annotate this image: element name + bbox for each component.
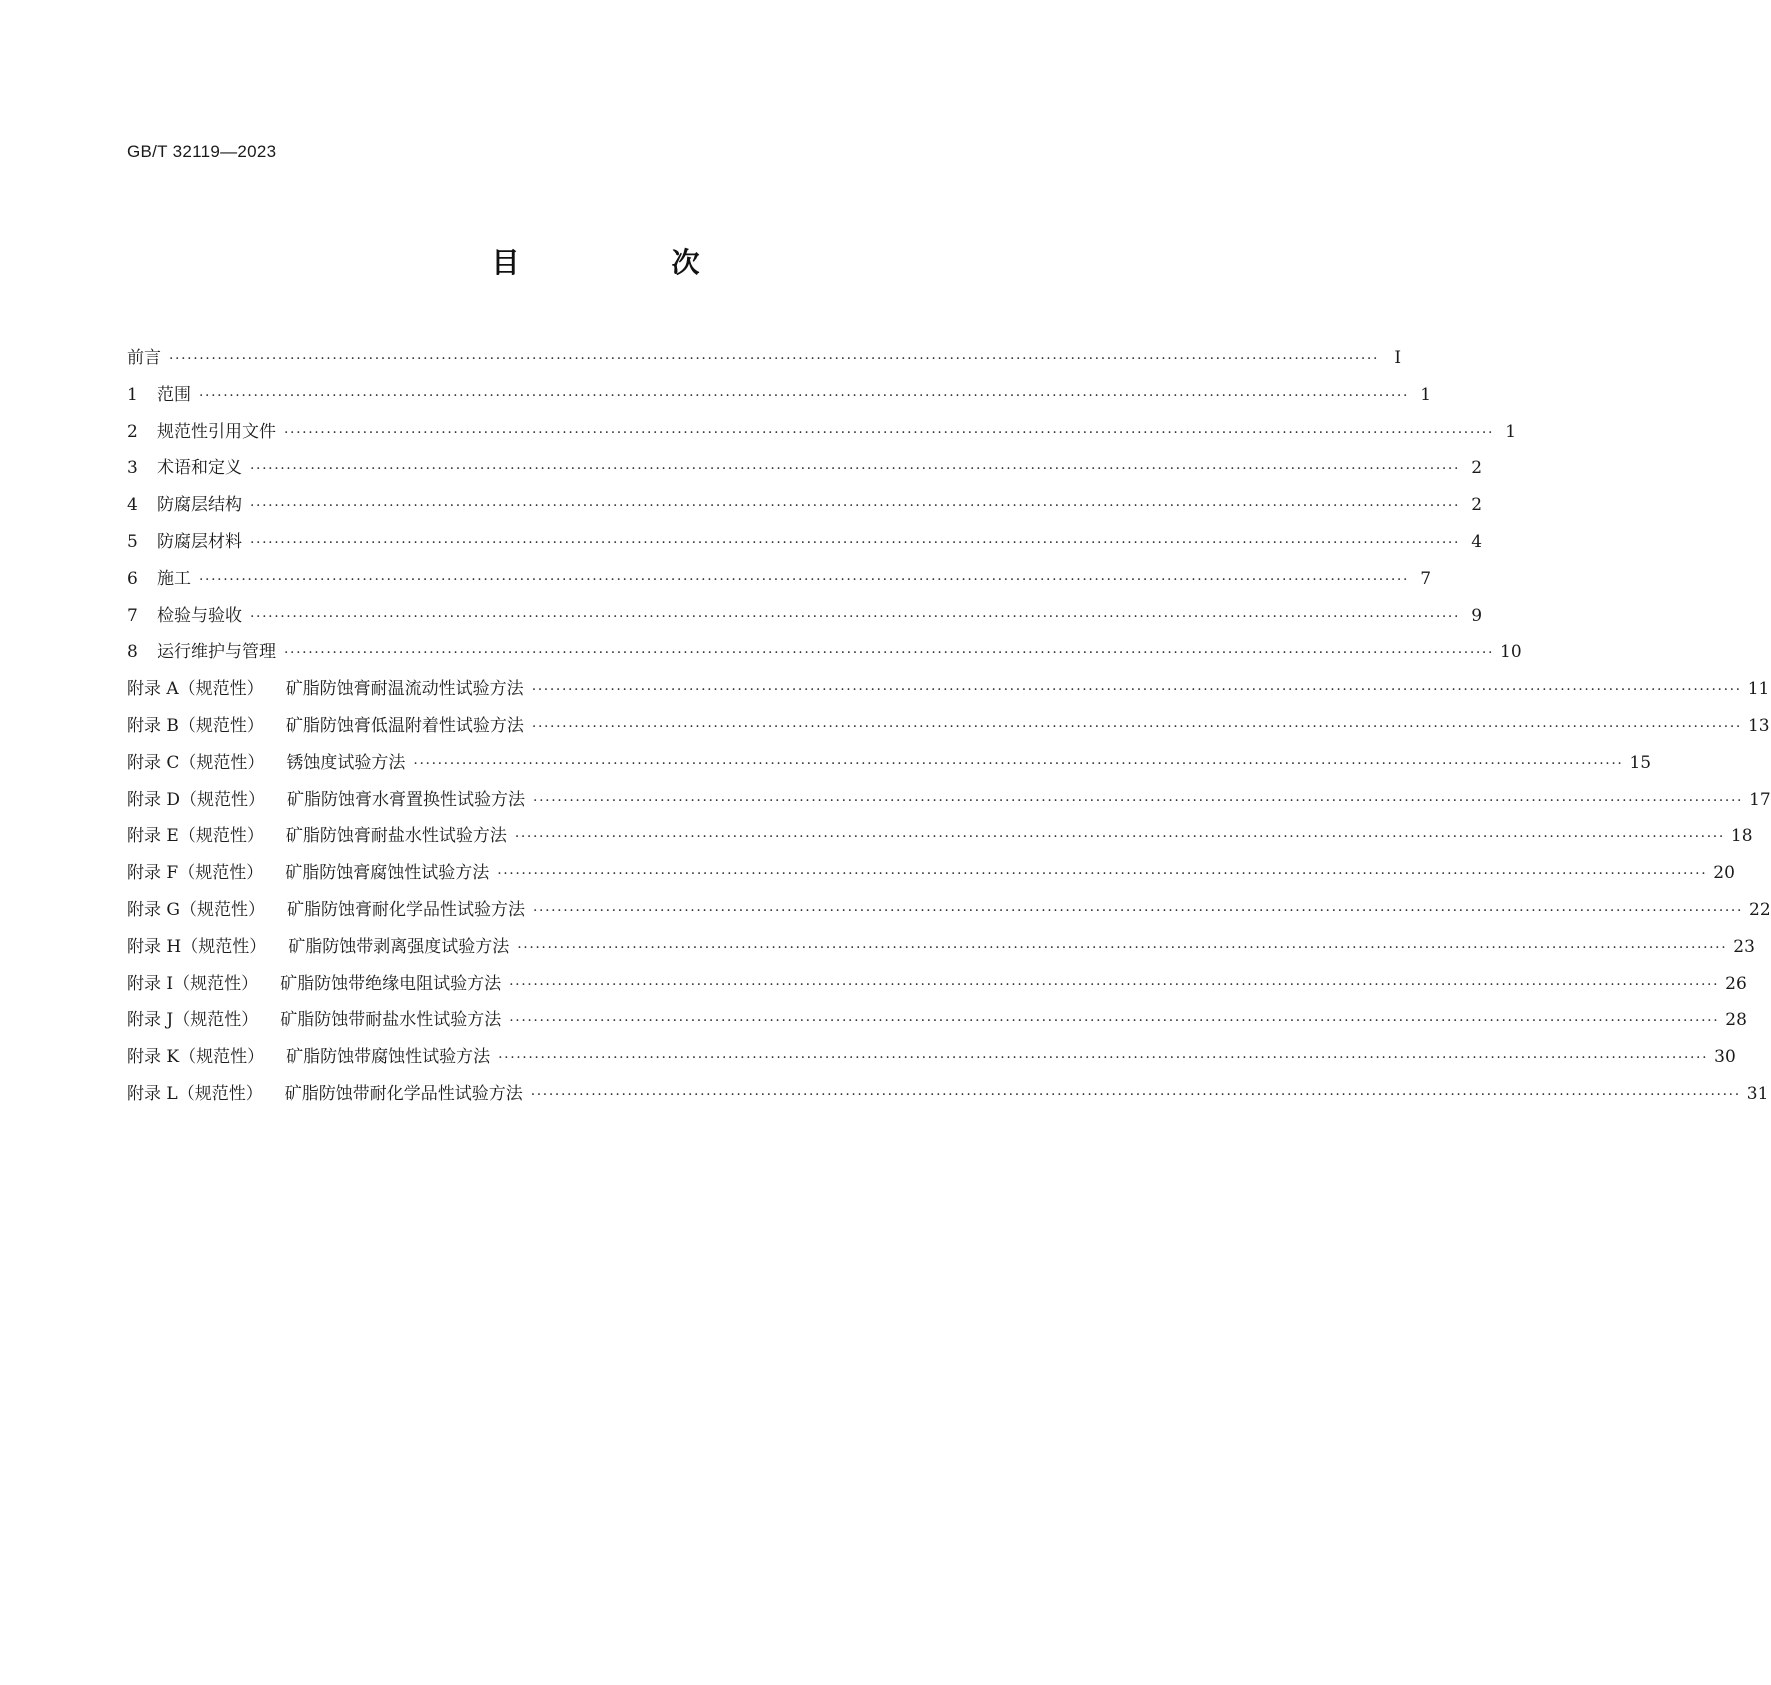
toc-appendix-number: 附录 D（规范性）: [127, 789, 266, 810]
toc-entry-1[interactable]: [127, 377, 1432, 414]
toc-entry-label: 矿脂防蚀带剥离强度试验方法: [288, 936, 510, 957]
toc-entry-appendix-g[interactable]: [127, 892, 1771, 929]
page-title: 目 次: [491, 246, 762, 279]
toc-leader-dots: ········································································································································································································: [284, 424, 1495, 441]
toc-entry-label: 矿脂防蚀带耐盐水性试验方法: [280, 1010, 502, 1031]
toc-leader-dots: ········································································································································································································: [497, 866, 1708, 883]
toc-page-number: Ⅰ: [1394, 348, 1402, 368]
toc-page-number: 26: [1725, 973, 1747, 994]
toc-entry-label: 矿脂防蚀膏耐温流动性试验方法: [285, 679, 524, 700]
toc-appendix-number: 附录 I（规范性）: [127, 973, 259, 994]
toc-appendix-number: 附录 E（规范性）: [127, 826, 264, 847]
toc-entry-appendix-a[interactable]: [127, 671, 1770, 708]
toc-leader-dots: ········································································································································································································: [284, 645, 1495, 662]
toc-entry-label: 矿脂防蚀膏低温附着性试验方法: [285, 715, 524, 736]
toc-entry-6[interactable]: [127, 561, 1432, 598]
toc-entry-label: 矿脂防蚀带绝缘电阻试验方法: [280, 973, 502, 994]
toc-leader-dots: ········································································································································································································: [250, 461, 1461, 478]
toc-leader-dots: ········································································································································································································: [250, 534, 1461, 551]
toc-entry-3[interactable]: [127, 450, 1483, 487]
toc-appendix-number: 附录 C（规范性）: [127, 752, 265, 773]
toc-leader-dots: ········································································································································································································: [530, 1086, 1741, 1103]
toc-leader-dots: ········································································································································································································: [509, 1013, 1720, 1030]
toc-entry-label: 运行维护与管理: [157, 642, 276, 663]
toc-entry-appendix-f[interactable]: [127, 855, 1735, 892]
toc-entry-label: 检验与验收: [157, 605, 242, 626]
toc-appendix-number: 附录 L（规范性）: [127, 1083, 263, 1104]
toc-entry-number: 5: [127, 531, 138, 552]
toc-appendix-number: 附录 F（规范性）: [127, 863, 264, 884]
toc-entry-appendix-c[interactable]: [127, 745, 1652, 782]
toc-entry-label: 矿脂防蚀膏耐盐水性试验方法: [285, 826, 507, 847]
toc-entry-appendix-d[interactable]: [127, 782, 1771, 819]
toc-entry-5[interactable]: [127, 524, 1483, 561]
toc-page-number: 2: [1471, 495, 1483, 516]
toc-page-number: 15: [1629, 752, 1652, 773]
toc-entry-label: 范围: [157, 384, 191, 405]
toc-entry-label: 锈蚀度试验方法: [286, 752, 406, 773]
toc-appendix-number: 附录 G（规范性）: [127, 899, 265, 920]
toc-leader-dots: ········································································································································································································: [531, 682, 1742, 699]
toc-page-number: 23: [1733, 936, 1755, 957]
toc-leader-dots: ········································································································································································································: [517, 939, 1728, 956]
standard-code: GB/T 32119—2023: [127, 142, 277, 161]
toc-page-number: 9: [1471, 605, 1483, 626]
toc-entry-2[interactable]: [127, 414, 1517, 451]
toc-entry-number: 8: [127, 642, 138, 663]
toc-appendix-number: 附录 B（规范性）: [127, 715, 264, 736]
toc-leader-dots: ········································································································································································································: [498, 1050, 1709, 1067]
toc-page-number: 11: [1747, 679, 1770, 700]
toc-leader-dots: ········································································································································································································: [199, 571, 1410, 588]
toc-entry-label: 术语和定义: [157, 458, 242, 479]
toc-page-number: 7: [1420, 568, 1432, 589]
toc-page-number: 10: [1500, 642, 1522, 663]
toc-appendix-number: 附录 K（规范性）: [127, 1047, 265, 1068]
toc-entry-label: 矿脂防蚀膏腐蚀性试验方法: [285, 863, 490, 884]
toc-entry-foreword[interactable]: [127, 340, 1402, 377]
toc-leader-dots: ········································································································································································································: [250, 498, 1461, 515]
toc-leader-dots: ········································································································································································································: [250, 608, 1461, 625]
toc-leader-dots: ········································································································································································································: [169, 351, 1380, 367]
toc-page-number: 13: [1747, 715, 1770, 736]
toc-entry-number: 4: [127, 495, 138, 516]
toc-entry-appendix-k[interactable]: [127, 1039, 1736, 1076]
toc-leader-dots: ········································································································································································································: [413, 755, 1624, 772]
toc-page-number: 20: [1713, 863, 1735, 884]
toc-entry-appendix-e[interactable]: [127, 818, 1753, 855]
toc-entry-4[interactable]: [127, 487, 1483, 524]
toc-appendix-number: 附录 A（规范性）: [127, 679, 264, 700]
toc-entry-appendix-h[interactable]: [127, 929, 1755, 966]
toc-entry-appendix-i[interactable]: [127, 966, 1747, 1003]
toc-entry-number: 3: [127, 458, 138, 479]
toc-page-number: 31: [1746, 1083, 1769, 1104]
toc-entry-7[interactable]: [127, 598, 1483, 635]
toc-entry-number: 7: [127, 605, 138, 626]
table-of-contents: [127, 340, 1771, 1113]
toc-entry-number: 2: [127, 421, 138, 442]
toc-entry-label: 矿脂防蚀膏耐化学品性试验方法: [286, 899, 525, 920]
toc-entry-appendix-j[interactable]: [127, 1002, 1747, 1039]
toc-entry-label: 前言: [127, 348, 161, 368]
toc-page-number: 18: [1730, 826, 1753, 847]
toc-leader-dots: ········································································································································································································: [199, 387, 1410, 404]
toc-entry-label: 矿脂防蚀带耐化学品性试验方法: [284, 1083, 523, 1104]
toc-leader-dots: ········································································································································································································: [533, 792, 1744, 809]
toc-page-number: 2: [1471, 458, 1483, 479]
toc-page-number: 30: [1714, 1047, 1736, 1068]
toc-entry-label: 施工: [157, 568, 191, 589]
toc-entry-number: 1: [127, 384, 138, 405]
toc-entry-appendix-l[interactable]: [127, 1076, 1769, 1113]
toc-entry-label: 矿脂防蚀膏水膏置换性试验方法: [287, 789, 526, 810]
toc-entry-number: 6: [127, 568, 138, 589]
toc-leader-dots: ········································································································································································································: [531, 718, 1742, 735]
toc-page-number: 1: [1505, 421, 1517, 442]
toc-entry-label: 规范性引用文件: [157, 421, 276, 442]
toc-leader-dots: ········································································································································································································: [514, 829, 1725, 846]
toc-appendix-number: 附录 J（规范性）: [127, 1010, 259, 1031]
toc-entry-label: 防腐层材料: [157, 531, 242, 552]
toc-appendix-number: 附录 H（规范性）: [127, 936, 267, 957]
toc-entry-label: 防腐层结构: [157, 495, 242, 516]
toc-entry-appendix-b[interactable]: [127, 708, 1770, 745]
toc-page-number: 28: [1725, 1010, 1747, 1031]
toc-page-number: 22: [1749, 899, 1771, 920]
toc-leader-dots: ········································································································································································································: [509, 976, 1720, 993]
toc-entry-label: 矿脂防蚀带腐蚀性试验方法: [286, 1047, 491, 1068]
toc-page-number: 4: [1471, 531, 1483, 552]
toc-page-number: 17: [1749, 789, 1771, 810]
toc-page-number: 1: [1420, 384, 1432, 405]
toc-leader-dots: ········································································································································································································: [532, 902, 1744, 919]
toc-entry-8[interactable]: [127, 634, 1522, 671]
